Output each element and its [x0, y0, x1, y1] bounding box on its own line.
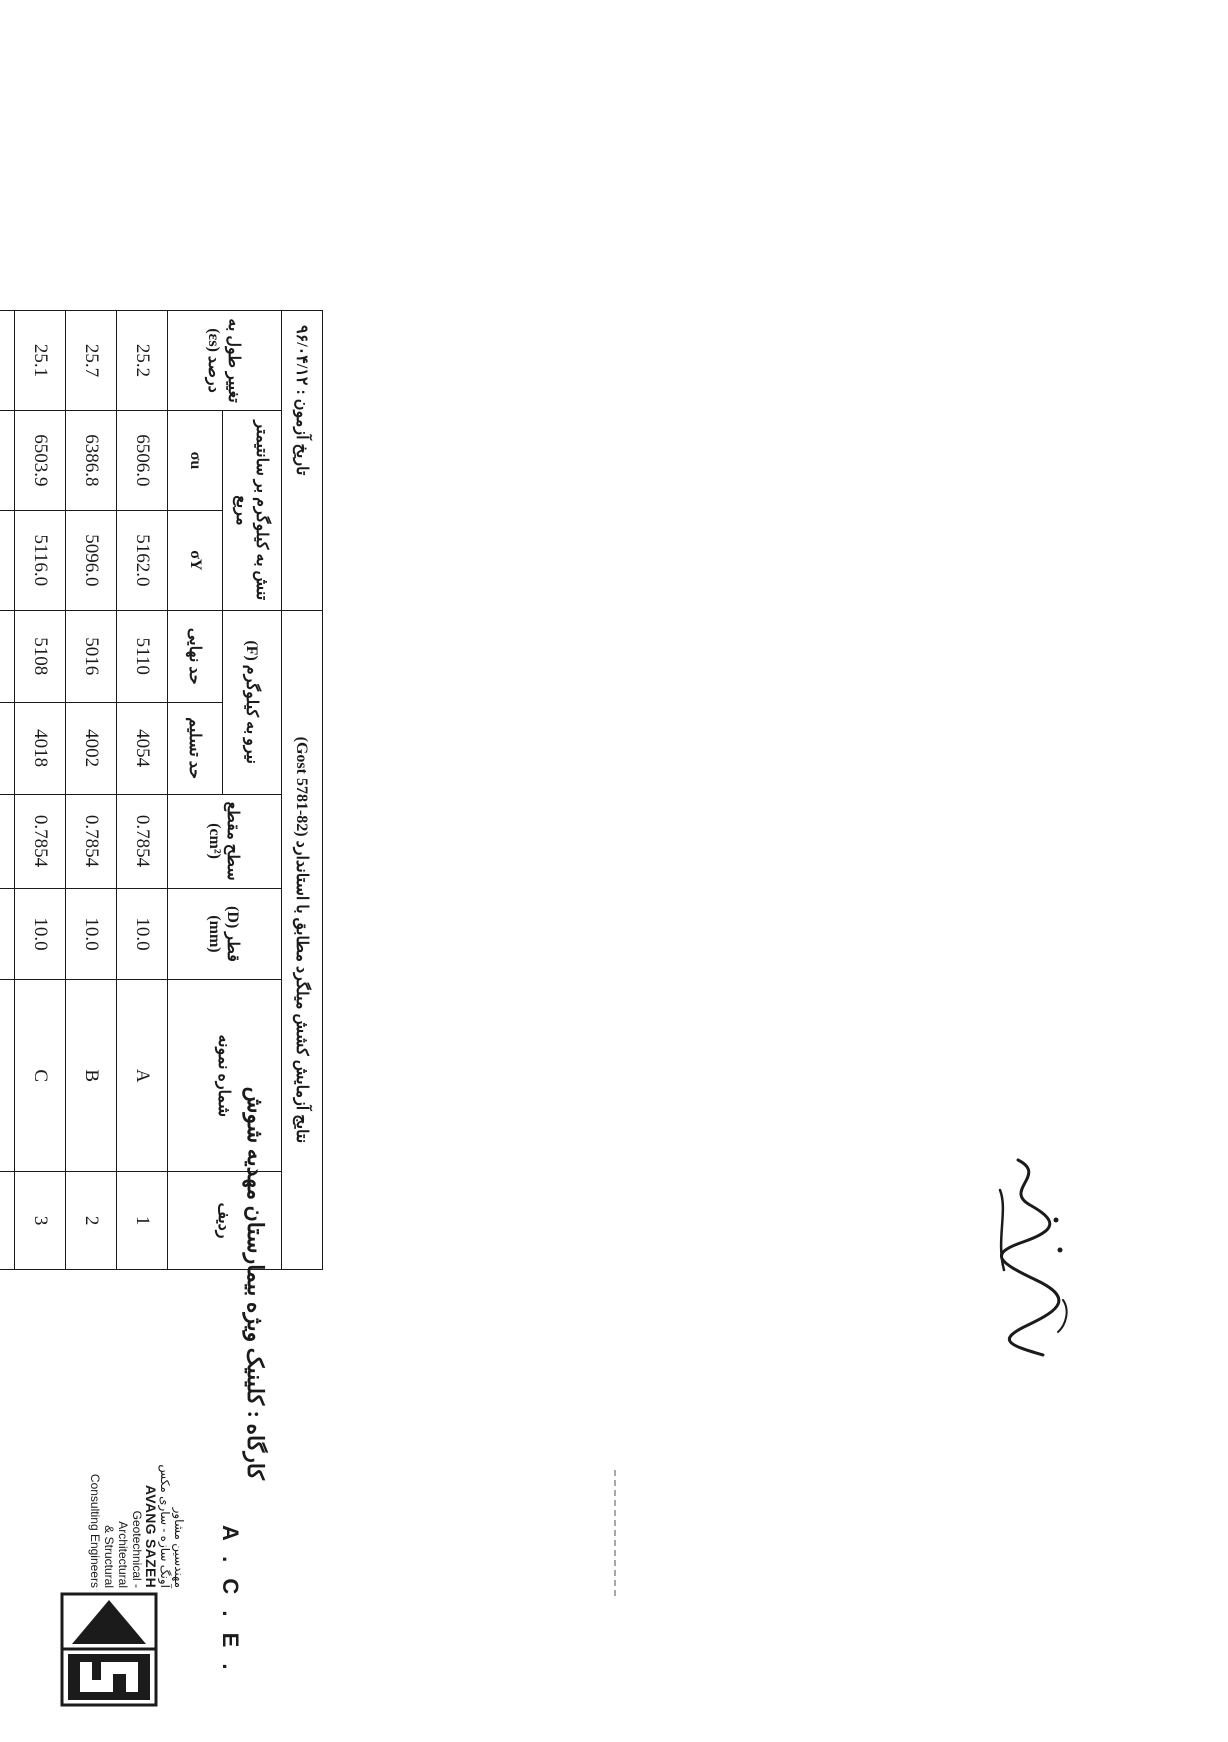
header-stress-group: تنش به کیلوگرم بر سانتیمتر مربع [223, 410, 282, 610]
header-stress-u: σu [168, 410, 223, 510]
company-en-line3: & Structural [102, 1525, 116, 1588]
table-row [117, 311, 168, 1270]
cell-stress-y [0, 510, 15, 610]
cell-row-no [0, 1172, 15, 1270]
cell-area [0, 794, 15, 888]
cell-diameter: 10.0 [66, 888, 117, 980]
site-title: کارگاه : کلینیک ویژه بیمارستان مهدیه شوش [243, 1086, 268, 1480]
company-en-line4: Consulting Engineers [88, 1473, 102, 1588]
cell-elongation: 25.2 [117, 311, 168, 411]
cell-diameter: 10.0 [15, 888, 66, 980]
cell-stress-y: 5116.0 [15, 510, 66, 610]
header-sample-no: شماره نمونه [168, 980, 282, 1172]
header-force-yield: حد تسلیم [168, 702, 223, 794]
table-row [0, 311, 15, 1270]
company-header [58, 1460, 198, 1730]
header-row-no: ردیف [168, 1172, 282, 1270]
cell-sample: A [117, 980, 168, 1172]
header-force-group: نیرو به کیلوگرم (F) [223, 610, 282, 794]
cell-force-ultimate: 5110 [117, 610, 168, 702]
cell-elongation: 25.1 [15, 311, 66, 411]
cell-force-yield: 4054 [117, 702, 168, 794]
cell-force-yield: 4002 [66, 702, 117, 794]
table-caption-right: نتایج آزمایش کشش میلگرد مطابق با استاندارد (Gost 5781-82) [282, 610, 323, 1269]
cell-diameter: 10.0 [117, 888, 168, 980]
header-force-ultimate: حد نهایی [168, 610, 223, 702]
cell-stress-u: 6506.0 [117, 410, 168, 510]
header-stress-y: σY [168, 510, 223, 610]
cell-stress-u: 6386.8 [66, 410, 117, 510]
table-caption-left: تاریخ آزمون : ۹۶/۰۴/۱۲ [282, 311, 323, 611]
tensile-test-table [0, 310, 323, 1270]
cell-row-no: 3 [15, 1172, 66, 1270]
company-fa-sub: آونگ سازه - ساری مکس [158, 1464, 172, 1588]
header-area: سطح مقطع (cm²) [168, 794, 282, 888]
cell-stress-u [0, 410, 15, 510]
cell-stress-u: 6503.9 [15, 410, 66, 510]
company-en-line2: Geotechnical - Architectural [116, 1510, 144, 1588]
cell-force-ultimate: 5108 [15, 610, 66, 702]
cell-force-ultimate [0, 610, 15, 702]
header-diameter: قطر (D) (mm) [168, 888, 282, 980]
table-row [66, 311, 117, 1270]
company-abbrev: A . C . E . [218, 1525, 243, 1675]
cell-stress-y: 5162.0 [117, 510, 168, 610]
header-elongation: تغییر طول به درصد (εs) [168, 311, 282, 411]
cell-force-yield: 4018 [15, 702, 66, 794]
cell-row-no: 2 [66, 1172, 117, 1270]
cell-force-yield [0, 702, 15, 794]
company-name-block [88, 1460, 186, 1588]
cell-diameter [0, 888, 15, 980]
scan-mark-line [614, 1470, 616, 1600]
cell-elongation: 25.7 [66, 311, 117, 411]
cell-elongation [0, 311, 15, 411]
cell-stress-y: 5096.0 [66, 510, 117, 610]
company-en-name: AVANG SAZEH [143, 1484, 159, 1588]
table-body [0, 311, 168, 1270]
cell-force-ultimate: 5016 [66, 610, 117, 702]
table-row [15, 311, 66, 1270]
cell-sample: B [66, 980, 117, 1172]
company-fa-name: مهندسین مشاور [172, 1507, 186, 1588]
cell-row-no: 1 [117, 1172, 168, 1270]
signature [983, 1150, 1078, 1360]
cell-area: 0.7854 [15, 794, 66, 888]
cell-area: 0.7854 [117, 794, 168, 888]
cell-area: 0.7854 [66, 794, 117, 888]
cell-sample [0, 980, 15, 1172]
cell-sample: C [15, 980, 66, 1172]
company-logo [60, 1592, 158, 1707]
